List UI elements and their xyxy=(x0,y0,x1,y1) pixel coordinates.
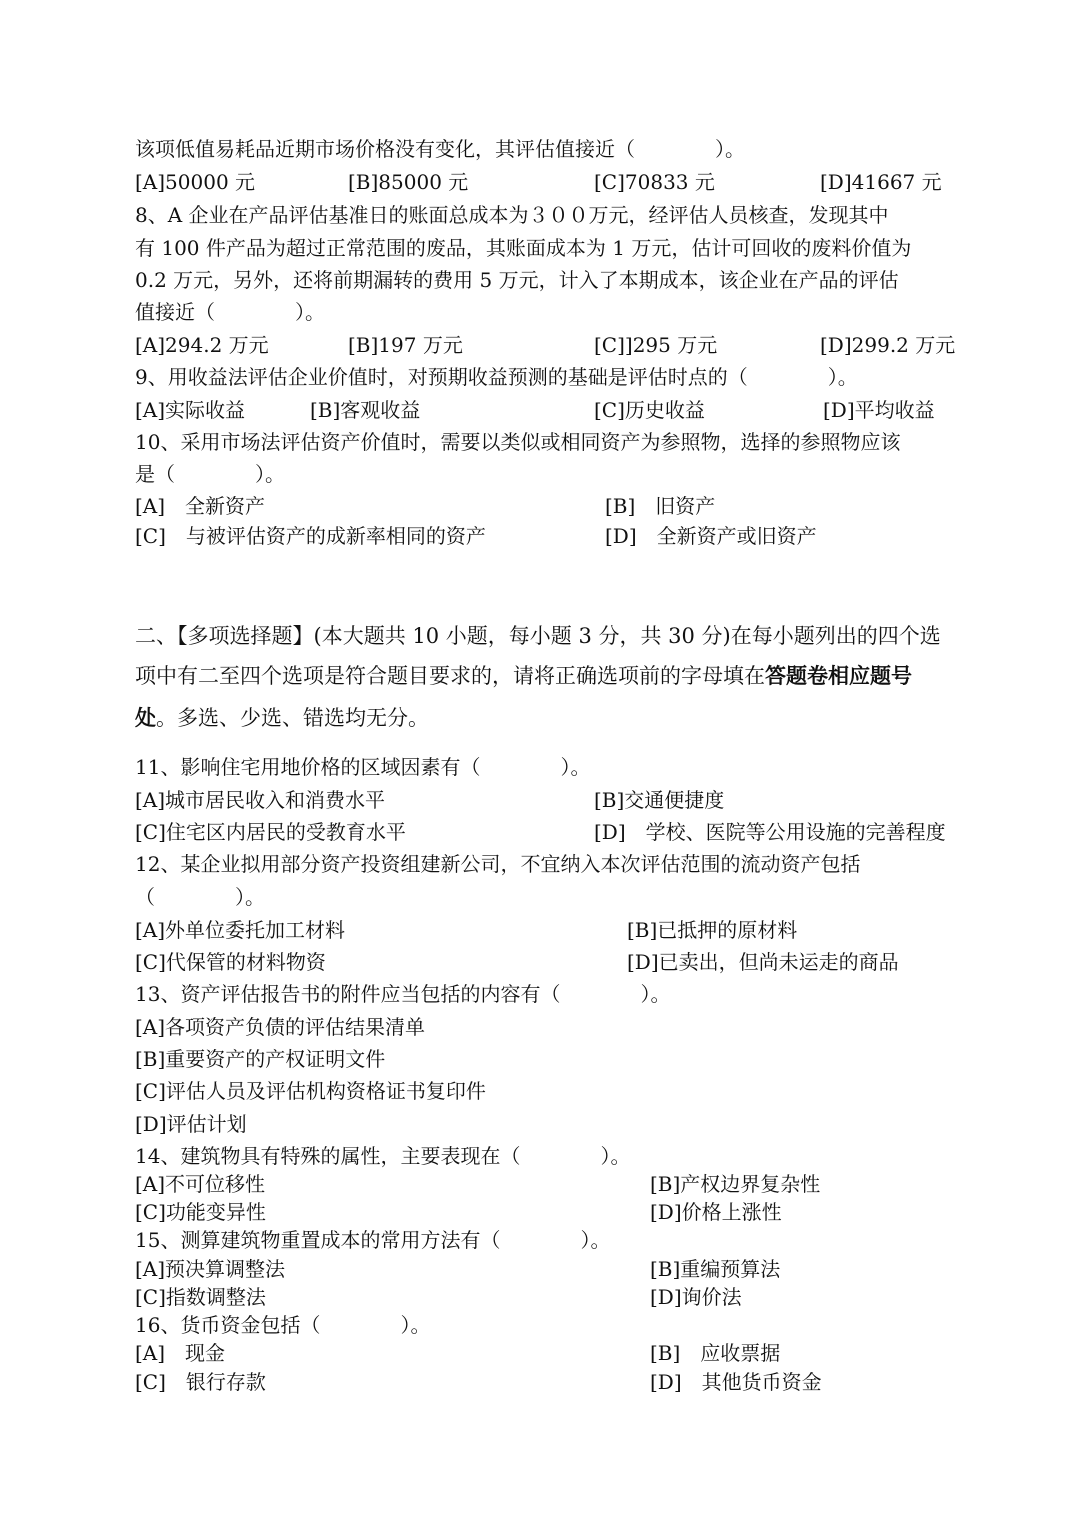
q16-option-d: [D] 其他货币资金 xyxy=(650,1370,822,1394)
section2-line3-bold: 处 xyxy=(135,705,156,730)
q13-option-d: [D]评估计划 xyxy=(135,1112,247,1136)
q12-option-d: [D]已卖出，但尚未运走的商品 xyxy=(627,950,899,974)
q16-option-b: [B] 应收票据 xyxy=(650,1341,781,1365)
q10-option-d: [D] 全新资产或旧资产 xyxy=(605,524,817,548)
q12-stem-line2: （ ）。 xyxy=(135,885,265,909)
q8-option-a: [A]294.2 万元 xyxy=(135,333,269,357)
q13-option-a: [A]各项资产负债的评估结果清单 xyxy=(135,1015,426,1039)
q8-option-b: [B]197 万元 xyxy=(348,333,463,357)
q9-option-c: [C]历史收益 xyxy=(594,398,705,422)
q7-option-d: [D]41667 元 xyxy=(820,170,942,194)
q15-option-b: [B]重编预算法 xyxy=(650,1257,781,1281)
q8-stem-line2: 有 100 件产品为超过正常范围的废品，其账面成本为 1 万元，估计可回收的废料价值为 xyxy=(135,236,912,260)
q9-option-d: [D]平均收益 xyxy=(823,398,935,422)
q15-option-a: [A]预决算调整法 xyxy=(135,1257,286,1281)
q11-option-b: [B]交通便捷度 xyxy=(594,788,725,812)
q13-option-c: [C]评估人员及评估机构资格证书复印件 xyxy=(135,1079,486,1103)
section2-heading-line3 xyxy=(135,704,429,732)
q11-stem: 11、影响住宅用地价格的区域因素有（ ）。 xyxy=(135,755,591,779)
q11-option-a: [A]城市居民收入和消费水平 xyxy=(135,788,386,812)
q14-stem: 14、建筑物具有特殊的属性，主要表现在（ ）。 xyxy=(135,1144,631,1168)
q9-option-b: [B]客观收益 xyxy=(310,398,421,422)
section2-line3-text: 。多选、少选、错选均无分。 xyxy=(156,706,429,730)
q13-option-b: [B]重要资产的产权证明文件 xyxy=(135,1047,386,1071)
section2-heading-line1: 二、【多项选择题】(本大题共 10 小题，每小题 3 分，共 30 分)在每小题列出的四个选 xyxy=(135,624,941,648)
q16-option-a: [A] 现金 xyxy=(135,1341,226,1365)
q10-option-c: [C] 与被评估资产的成新率相同的资产 xyxy=(135,524,486,548)
q14-option-d: [D]价格上涨性 xyxy=(650,1200,782,1224)
q12-stem-line1: 12、某企业拟用部分资产投资组建新公司，不宜纳入本次评估范围的流动资产包括 xyxy=(135,852,861,876)
q16-stem: 16、货币资金包括（ ）。 xyxy=(135,1313,431,1337)
q7-option-b: [B]85000 元 xyxy=(348,170,469,194)
q7-option-a: [A]50000 元 xyxy=(135,170,256,194)
q8-option-d: [D]299.2 万元 xyxy=(820,333,956,357)
q12-option-b: [B]已抵押的原材料 xyxy=(627,918,798,942)
q7-option-c: [C]70833 元 xyxy=(594,170,715,194)
section2-heading-line2 xyxy=(135,662,912,690)
q13-stem: 13、资产评估报告书的附件应当包括的内容有（ ）。 xyxy=(135,982,671,1006)
q12-option-c: [C]代保管的材料物资 xyxy=(135,950,326,974)
q7-stem-tail: 该项低值易耗品近期市场价格没有变化，其评估值接近（ ）。 xyxy=(135,137,745,161)
q14-option-b: [B]产权边界复杂性 xyxy=(650,1172,821,1196)
q15-option-d: [D]询价法 xyxy=(650,1285,742,1309)
q12-option-a: [A]外单位委托加工材料 xyxy=(135,918,346,942)
q10-stem-line2: 是（ ）。 xyxy=(135,462,285,486)
q9-stem: 9、用收益法评估企业价值时，对预期收益预测的基础是评估时点的（ ）。 xyxy=(135,365,858,389)
q11-option-d: [D] 学校、医院等公用设施的完善程度 xyxy=(594,820,946,844)
q15-option-c: [C]指数调整法 xyxy=(135,1285,266,1309)
q14-option-a: [A]不可位移性 xyxy=(135,1172,266,1196)
q15-stem: 15、测算建筑物重置成本的常用方法有（ ）。 xyxy=(135,1228,611,1252)
q14-option-c: [C]功能变异性 xyxy=(135,1200,266,1224)
q10-option-a: [A] 全新资产 xyxy=(135,494,266,518)
q8-stem-line3: 0.2 万元，另外，还将前期漏转的费用 5 万元，计入了本期成本，该企业在产品的评估 xyxy=(135,268,899,292)
q8-stem-line4: 值接近（ ）。 xyxy=(135,300,325,324)
q9-option-a: [A]实际收益 xyxy=(135,398,246,422)
q10-option-b: [B] 旧资产 xyxy=(605,494,716,518)
section2-line2-bold: 答题卷相应题号 xyxy=(765,663,912,688)
q8-option-c: [C]]295 万元 xyxy=(594,333,718,357)
q16-option-c: [C] 银行存款 xyxy=(135,1370,266,1394)
q10-stem-line1: 10、采用市场法评估资产价值时，需要以类似或相同资产为参照物，选择的参照物应该 xyxy=(135,430,901,454)
q11-option-c: [C]住宅区内居民的受教育水平 xyxy=(135,820,406,844)
q8-stem-line1: 8、A 企业在产品评估基准日的账面总成本为３００万元，经评估人员核查，发现其中 xyxy=(135,203,889,227)
section2-line2-text: 项中有二至四个选项是符合题目要求的，请将正确选项前的字母填在 xyxy=(135,664,765,688)
